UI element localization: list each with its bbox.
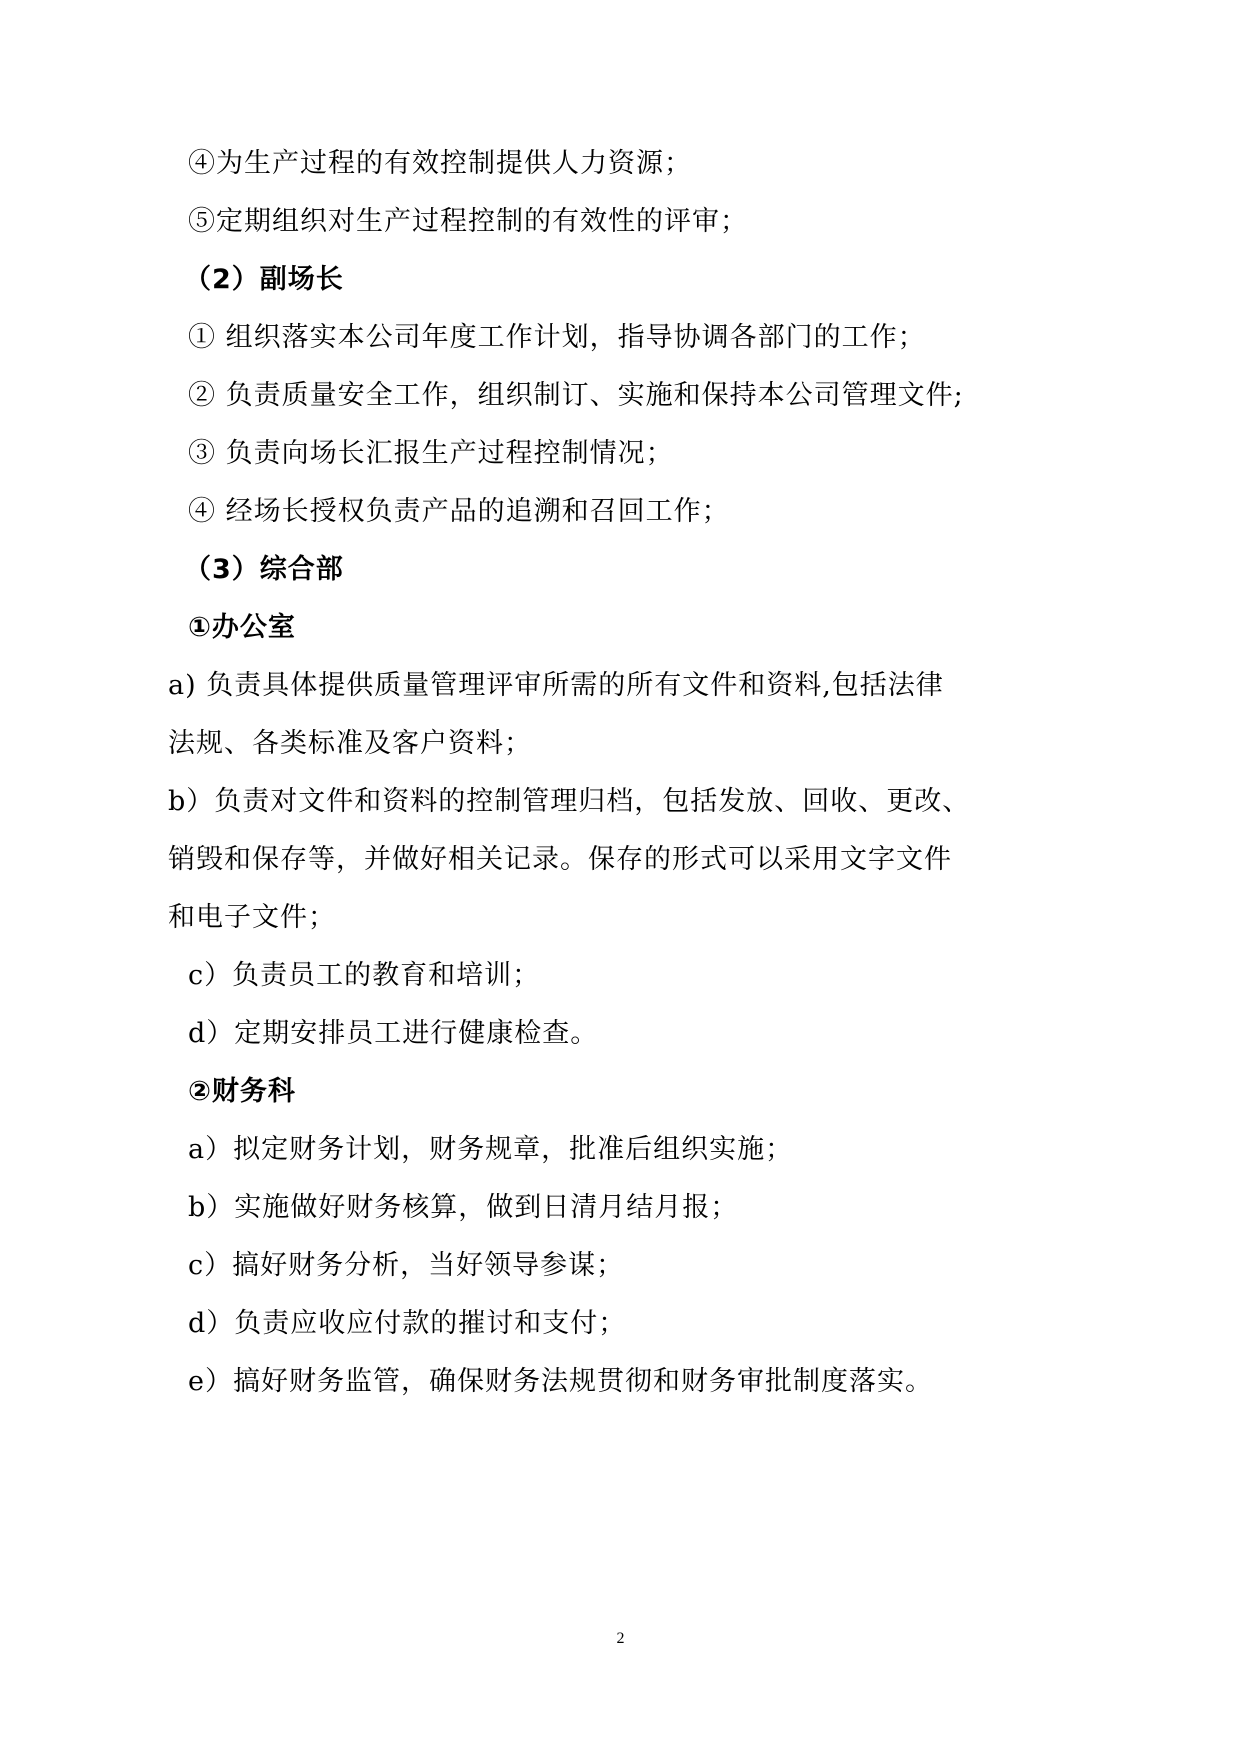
text-line: ④ 经场长授权负责产品的追溯和召回工作； [188,496,730,527]
text-line: c）负责员工的教育和培训； [188,960,541,991]
section-heading: （3）综合部 [184,554,344,585]
subsection-heading: ①办公室 [188,612,296,643]
text-line: a）拟定财务计划，财务规章，批准后组织实施； [188,1134,794,1165]
page-number: 2 [616,1630,625,1647]
text-line: ④为生产过程的有效控制提供人力资源； [188,148,692,179]
text-line: ② 负责质量安全工作，组织制订、实施和保持本公司管理文件; [188,380,964,411]
text-line: e）搞好财务监管，确保财务法规贯彻和财务审批制度落实。 [188,1366,933,1397]
text-line: d）负责应收应付款的摧讨和支付； [188,1308,627,1339]
text-line: 和电子文件； [168,902,336,933]
text-line: ① 组织落实本公司年度工作计划，指导协调各部门的工作； [188,322,926,353]
text-line: ⑤定期组织对生产过程控制的有效性的评审； [188,206,748,237]
text-line: b）实施做好财务核算，做到日清月结月报； [188,1192,739,1223]
text-line: b）负责对文件和资料的控制管理归档，包括发放、回收、更改、 [168,786,971,817]
text-line: a) 负责具体提供质量管理评审所需的所有文件和资料,包括法律 [168,670,944,701]
text-line: 销毁和保存等，并做好相关记录。保存的形式可以采用文字文件 [168,844,952,875]
text-line: ③ 负责向场长汇报生产过程控制情况； [188,438,674,469]
text-line: c）搞好财务分析，当好领导参谋； [188,1250,625,1281]
text-line: 法规、各类标准及客户资料； [168,728,532,759]
text-line: d）定期安排员工进行健康检查。 [188,1018,599,1049]
section-heading: （2）副场长 [184,264,344,295]
subsection-heading: ②财务科 [188,1076,296,1107]
